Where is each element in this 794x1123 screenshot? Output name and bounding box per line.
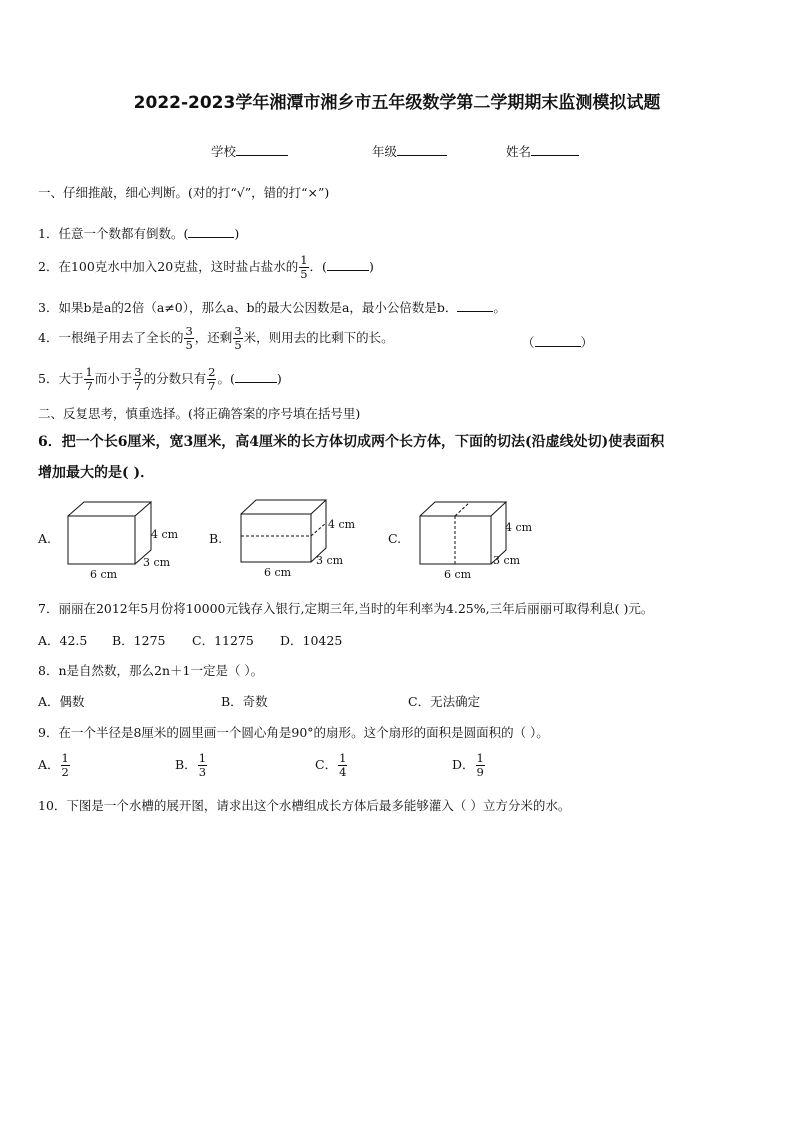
numerator: 1 xyxy=(85,365,93,379)
period: 。 xyxy=(493,300,506,315)
question-5-mid2: 的分数只有 xyxy=(143,371,207,386)
question-2-tail: ．( xyxy=(309,259,327,274)
option-c-label: C. xyxy=(388,531,402,546)
question-4-mid: ，还剩 xyxy=(194,330,233,345)
numerator: 3 xyxy=(134,365,142,379)
question-8: 8．n是自然数，那么2n＋1一定是（ ）。 xyxy=(38,663,264,678)
paren-close: ) xyxy=(276,371,282,386)
cut-line-b-side xyxy=(311,523,326,536)
denominator: 7 xyxy=(85,379,93,393)
question-2-text: 2．在100克水中加入20克盐，这时盐占盐水的 xyxy=(38,259,299,274)
numerator: 1 xyxy=(61,751,69,765)
fraction xyxy=(207,366,216,393)
length-label-c: 6 cm xyxy=(444,568,472,581)
denominator: 9 xyxy=(476,765,484,779)
denominator: 3 xyxy=(198,765,207,779)
section-2-heading: 二、反复思考，慎重选择。(将正确答案的序号填在括号里) xyxy=(38,406,361,421)
cut-line-c-top xyxy=(455,502,470,516)
question-1 xyxy=(38,224,239,242)
grade-blank[interactable] xyxy=(397,142,447,156)
height-label-c: 4 cm xyxy=(505,521,533,534)
fraction xyxy=(61,752,70,779)
question-9: 9．在一个半径是8厘米的圆里画一个圆心角是90°的扇形。这个扇形的面积是圆面积的（ ）。 xyxy=(38,725,549,740)
option-a[interactable] xyxy=(38,752,71,779)
answer-blank[interactable] xyxy=(457,298,493,312)
question-3 xyxy=(38,298,506,316)
cuboid-figure-a xyxy=(62,498,187,584)
name-label: 姓名 xyxy=(506,144,532,159)
school-label: 学校 xyxy=(211,144,237,159)
question-10: 10．下图是一个水槽的展开图，请求出这个水槽组成长方体后最多能够灌入（ ）立方分米的水。 xyxy=(38,798,571,813)
paren-close: ） xyxy=(580,335,594,350)
option-b[interactable]: B．1275 xyxy=(112,633,166,648)
option-a[interactable]: A．偶数 xyxy=(38,694,85,709)
width-label-a: 3 cm xyxy=(143,556,171,569)
question-6-line-1: 6．把一个长6厘米，宽3厘米，高4厘米的长方体切成两个长方体，下面的切法(沿虚线处切)使表面积 xyxy=(38,434,665,450)
denominator: 4 xyxy=(339,765,347,779)
option-b[interactable]: B．奇数 xyxy=(221,694,268,709)
name-blank[interactable] xyxy=(531,142,579,156)
fraction xyxy=(233,325,242,352)
option-letter: C． xyxy=(315,757,338,772)
grade-label: 年级 xyxy=(372,144,398,159)
answer-blank[interactable] xyxy=(188,224,234,238)
numerator: 1 xyxy=(339,751,347,765)
option-d[interactable]: D．10425 xyxy=(280,633,343,648)
option-b[interactable] xyxy=(175,752,208,779)
option-letter: A． xyxy=(38,757,60,772)
height-label-b: 4 cm xyxy=(328,518,356,531)
fraction xyxy=(476,752,485,779)
question-5 xyxy=(38,366,282,393)
denominator: 5 xyxy=(300,267,308,281)
denominator: 5 xyxy=(234,338,242,352)
width-label-c: 3 cm xyxy=(493,554,521,567)
numerator: 2 xyxy=(208,365,216,379)
cuboid-figure-b xyxy=(236,496,361,582)
question-4 xyxy=(38,325,394,352)
page-title: 2022-2023学年湘潭市湘乡市五年级数学第二学期期末监测模拟试题 xyxy=(133,93,661,113)
option-a-label: A. xyxy=(38,531,52,546)
question-4-tail: 米，则用去的比剩下的长。 xyxy=(243,330,394,345)
numerator: 1 xyxy=(198,751,207,765)
paren-close: ) xyxy=(368,259,374,274)
fraction xyxy=(338,752,347,779)
option-b-label: B. xyxy=(209,531,223,546)
option-c[interactable]: C．无法确定 xyxy=(408,694,481,709)
length-label-b: 6 cm xyxy=(264,566,292,579)
question-2 xyxy=(38,254,374,281)
option-letter: B． xyxy=(175,757,197,772)
numerator: 1 xyxy=(476,751,484,765)
question-3-text: 3．如果b是a的2倍（a≠0），那么a、b的最大公因数是a，最小公倍数是b． xyxy=(38,300,458,315)
numerator: 1 xyxy=(300,253,308,267)
numerator: 3 xyxy=(185,324,193,338)
question-6-line-2: 增加最大的是( )． xyxy=(38,465,155,481)
question-4-text: 4．一根绳子用去了全长的 xyxy=(38,330,184,345)
denominator: 5 xyxy=(185,338,193,352)
school-blank[interactable] xyxy=(236,142,288,156)
grade-field[interactable] xyxy=(372,142,447,160)
question-1-text: 1．任意一个数都有倒数。( xyxy=(38,226,189,241)
school-field[interactable] xyxy=(211,142,288,160)
answer-blank[interactable] xyxy=(235,369,277,383)
option-d[interactable] xyxy=(452,752,486,779)
option-c[interactable]: C．11275 xyxy=(192,633,254,648)
fraction xyxy=(184,325,193,352)
width-label-b: 3 cm xyxy=(316,554,344,567)
section-1-heading: 一、仔细推敲，细心判断。(对的打“√”，错的打“×”) xyxy=(38,185,330,200)
denominator: 2 xyxy=(61,765,69,779)
name-field[interactable] xyxy=(506,142,579,160)
question-5-tail: 。( xyxy=(217,371,235,386)
denominator: 7 xyxy=(208,379,216,393)
option-c[interactable] xyxy=(315,752,348,779)
question-5-mid: 而小于 xyxy=(94,371,133,386)
option-letter: D． xyxy=(452,757,475,772)
fraction xyxy=(133,366,142,393)
denominator: 7 xyxy=(134,379,142,393)
fraction xyxy=(84,366,93,393)
question-5-text: 5．大于 xyxy=(38,371,84,386)
length-label-a: 6 cm xyxy=(90,568,118,581)
answer-blank[interactable] xyxy=(327,257,369,271)
numerator: 3 xyxy=(234,324,242,338)
cuboid-figure-c xyxy=(415,498,540,584)
height-label-a: 4 cm xyxy=(151,528,179,541)
answer-blank[interactable] xyxy=(535,333,581,347)
question-7: 7．丽丽在2012年5月份将10000元钱存入银行,定期三年,当时的年利率为4.25%,三年后丽丽可取得利息( )元。 xyxy=(38,601,654,616)
question-4-answer xyxy=(522,333,593,351)
fraction xyxy=(299,254,308,281)
paren-open: （ xyxy=(522,335,535,350)
option-a[interactable]: A．42.5 xyxy=(38,633,88,648)
fraction xyxy=(198,752,207,779)
paren-close: ) xyxy=(234,226,240,241)
